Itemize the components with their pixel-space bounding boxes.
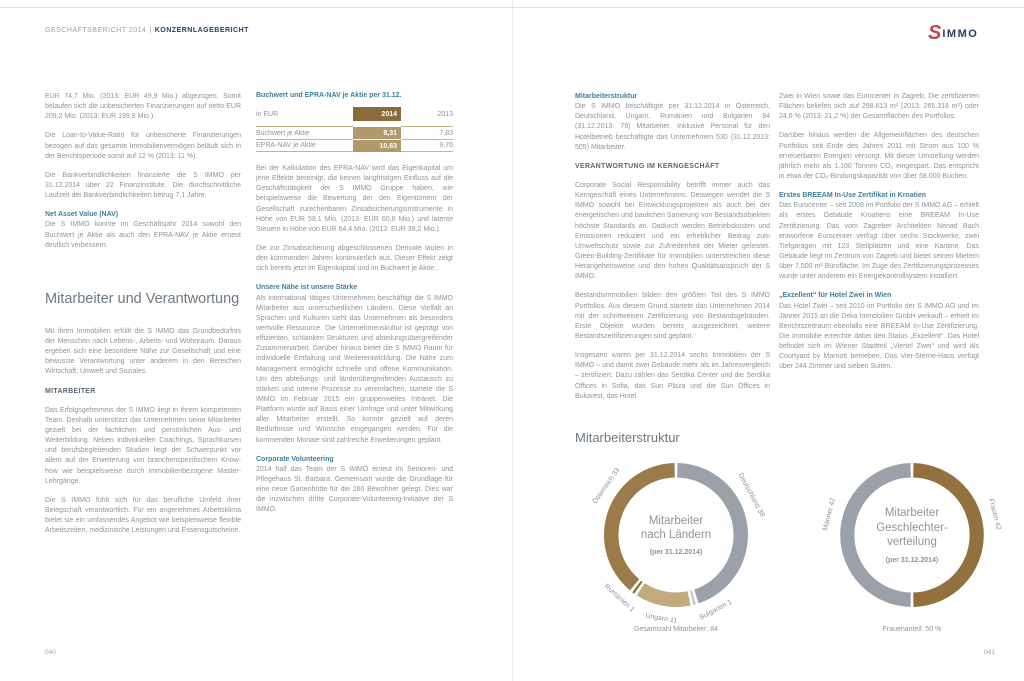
subheading-corporate-volunteering: Corporate Volunteering	[256, 455, 334, 463]
subheading-exzellent-hotel-zwei: „Exzellent“ für Hotel Zwei in Wien	[779, 292, 892, 300]
paragraph: Zwei in Wien sowie das Eurocenter in Zagreb. Die zertifizierten Flächen beliefen sich auf 298.613 m² (2013: 265.318 m²) oder 24,6 % (2013: 21,2 %) der Gesamtflächen des Portfolios.	[779, 93, 979, 121]
left-page-column-1	[45, 92, 241, 545]
subheading-net-asset-value: Net Asset Value (NAV)	[45, 211, 119, 219]
section-title-mitarbeiter-und-verantwortung: Mitarbeiter und Verantwortung	[45, 290, 240, 307]
chart-caption-female-share: Frauenanteil: 50 %	[882, 626, 942, 633]
paragraph: Die S IMMO konnte im Geschäftsjahr 2014 sowohl den Buchwert je Aktie als auch den EPRA-NAV je Aktie erneut deutlich verbessern.	[45, 221, 241, 249]
donut-segment-label: Männer 42	[822, 497, 837, 532]
book-value-table	[256, 107, 453, 152]
paragraph: Bei der Kalkulation des EPRA-NAV wird das Eigenkapital um jene Effekte bereinigt, die keinen langfristigen Einfluss auf die Geschäftstätigkeit der S IMMO Gruppe haben, wie beispielsweise die Bewertung der den Eigentümern der Gesellschaft zurechenbaren Zinsabsicherungsinstrumente in Höhe von EUR 58,1 Mio. (2013: EUR 60,6 Mio.) und latente Steuern in Höhe von EUR 64,4 Mio. (2013: EUR 39,2 Mio.).	[256, 165, 453, 233]
logo-letter-s: S	[928, 22, 942, 44]
paragraph: Die S IMMO fühlt sich für das berufliche Umfeld ihrer Belegschaft verantwortlich. Für ein angenehmes Arbeitsklima bietet sie ein umfassendes Angebot wie beispielsweise flexible Arbeitszeiten, medizinische Leistungen und Essensgutscheine.	[45, 496, 241, 535]
table-value-2014: 8,31	[353, 126, 401, 139]
logo-immo-text: IMMO	[942, 28, 979, 40]
paragraph: Die S IMMO beschäftigte per 31.12.2014 in Österreich, Deutschland, Ungarn, Rumänien und Bulgarien 84 (31.12.2013: 79) Mitarbeiter. Inklusive Personal für den Hotelbetrieb beschäftigte das Unternehmen 530 (31.12.2013: 505) Mitarbeiter.	[575, 103, 770, 151]
donut-chart-countries	[576, 445, 776, 645]
chart-caption-total-employees: Gesamtzahl Mitarbeiter: 84	[633, 626, 719, 633]
donut-chart-gender-svg	[812, 445, 1012, 640]
breadcrumb-section-title: KONZERNLAGEBERICHT	[154, 27, 249, 34]
s-immo-logo	[928, 22, 978, 45]
paragraph: Die zur Zinsabsicherung abgeschlossenen Derivate laufen in den kommenden Jahren kontinuierlich aus. Dieser Effekt zeigt sich bereits jetzt im Eigenkapital und im Buchwert je Aktie.	[256, 244, 453, 273]
breadcrumb-report-title: GESCHÄFTSBERICHT 2014	[45, 27, 147, 34]
donut-segment-Männer	[840, 463, 911, 607]
donut-segment-label: Frauen 42	[987, 498, 1002, 531]
table-row-label: EPRA-NAV je Aktie	[256, 139, 353, 152]
table-row	[256, 126, 453, 139]
donut-segment-Ungarn	[637, 583, 691, 607]
paragraph: Als international tätiges Unternehmen beschäftigt die S IMMO Mitarbeiter aus unterschiedlichen Ländern. Diese Vielfalt an Sprachen und Kulturen sieht das Unternehmen als besonders wertvolle Ressource. Die Unternehmenskultur ist geprägt von effizienten, schlanken Strukturen und abteilungsübergreifender Zusammenarbeit. Darüber hinaus bietet die S IMMO Raum für individuelle Entfaltung und Weiterentwicklung. Die Nähe zum Management ermöglicht schnelle und offene Kommunikation. Um den abteilungs- und länderübergreifenden Austausch zu stärken und interne Prozesse zu vereinfachen, startete die S IMMO im Februar 2015 ein gruppenweites Intranet. Die Plattform wurde auf Basis einer Umfrage und unter Mitwirkung aller Mitarbeiter erstellt. So konnte gezielt auf deren Bedürfnisse und Wünsche eingegangen werden. Für die kommenden Monate sind zahlreiche Erweiterungen geplant.	[256, 294, 453, 444]
donut-segment-Österreich	[604, 463, 675, 590]
subheading-mitarbeiterstruktur: Mitarbeiterstruktur	[575, 93, 638, 100]
right-page-column-2	[779, 92, 979, 382]
paragraph: Die Loan-to-Value-Ratio für unbesicherte Finanzierungen bezogen auf das gesamte Immobilienvermögen beläuft sich in der Berichtsperiode somit auf 12 % (2013: 11 %).	[45, 132, 241, 160]
donut-segment-label: Rumänien 1	[602, 582, 636, 614]
table-value-2013: 7,83	[401, 126, 453, 139]
paragraph: Das Hotel Zwei – seit 2010 im Portfolio der S IMMO AG und im Jänner 2015 an die Deka Immobilien GmbH verkauft – erhielt im Berichtszeitraum ebenfalls eine BREEAM In-Use Zertifizierung. Die Immobilie erreichte dabei den Status „Exzellent“. Das Hotel befindet sich im Wiener Stadtteil „Viertel Zwei“ und wird als Courtyard by Marriott betrieben. Das Vier-Sterne-Haus verfügt über 244 Zimmer und sieben Suiten.	[779, 302, 979, 371]
paragraph: Die Bankverbindlichkeiten finanzierte die S IMMO per 31.12.2014 über 22 Finanzinstitute. Die durchschnittliche Laufzeit der Bankverbindlichkeiten betrug 7,1 Jahre.	[45, 171, 241, 200]
donut-center-title-line: nach Ländern	[640, 529, 712, 541]
paragraph: 2014 half das Team der S IMMO erneut im Senioren- und Pflegehaus St. Barbara. Gemeinsam wurde die Grundlage für eine neue Gartenhütte für die 260 Bewohner gelegt. Dies war die inzwischen dritte Corporate-Volunteering-Initiative der S IMMO.	[256, 465, 453, 514]
donut-center-subtitle: (per 31.12.2014)	[885, 556, 939, 564]
donut-segment-Bulgarien	[690, 590, 696, 605]
paragraph: Bestandsimmobilien bilden den größten Teil des S IMMO Portfolios. Aus diesem Grund startete das Unternehmen 2014 mit der schrittweisen Zertifizierung von Bestandsgebäuden. Erste Objekte wurden bereits ausgezeichnet, weitere Bestandszertifizierungen sind geplant.	[575, 292, 770, 340]
donut-center-subtitle: (per 31.12.2014)	[649, 549, 703, 557]
table-value-2014: 10,63	[353, 139, 401, 152]
paragraph: EUR 74,7 Mio. (2013: EUR 49,9 Mio.) abgezogen. Somit belaufen sich die unbesicherten Finanzierungen auf netto EUR 209,2 Mio. (2013: EUR 199,8 Mio.).	[45, 93, 241, 121]
table-value-2013: 9,76	[401, 139, 453, 152]
donut-center-title-line: Geschlechter-	[876, 521, 948, 534]
charts-section-title: Mitarbeiterstruktur	[575, 430, 680, 445]
donut-center-title-line: Mitarbeiter	[648, 514, 704, 527]
table-unit-label: in EUR	[256, 110, 279, 118]
donut-chart-countries-svg	[576, 445, 776, 640]
table-column-2013: 2013	[437, 110, 453, 118]
donut-segment-Deutschland	[677, 463, 748, 603]
table-row	[256, 139, 453, 152]
page-fold-divider	[512, 0, 513, 681]
breadcrumb	[45, 27, 249, 34]
page-number-right: 041	[984, 649, 995, 656]
donut-segment-Frauen	[913, 463, 984, 607]
breadcrumb-separator: |	[149, 27, 152, 34]
left-page-column-2	[256, 92, 453, 525]
donut-segment-label: Bulgarien 1	[698, 598, 734, 622]
subheading-breeam-kroatien: Erstes BREEAM In-Use Zertifikat in Kroatien	[779, 192, 927, 200]
donut-center-title-line: Mitarbeiter	[884, 507, 940, 520]
paragraph: Das Erfolgsgeheimnis der S IMMO liegt in ihrem kompetenten Team. Deshalb unterstützt das Unternehmen seine Mitarbeiter gezielt bei der fachlichen und persönlichen Aus- und Weiterbildung. Neben individuellen Coachings, Sprachkursen und berufsbegleitenden Studien liegt der Schwerpunkt vor allem auf der Erweiterung von branchenspezifischem Know-how wie beispielsweise durch immobilienbezogene Master-Lehrgänge.	[45, 406, 241, 485]
table-row-label: Buchwert je Aktie	[256, 126, 353, 139]
subheading-unsere-naehe: Unsere Nähe ist unsere Stärke	[256, 284, 358, 292]
donut-segment-label: Ungarn 11	[644, 612, 678, 625]
table-column-2014: 2014	[353, 107, 401, 121]
paragraph: Darüber hinaus werden die Allgemeinflächen des deutschen Portfolios seit Ende des Jahres 2011 mit Strom aus 100 % erneuerbaren Energien versorgt. Mit dieser Umstellung werden jährlich mehr als 1.100 Tonnen CO₂ eingespart. Das entspricht in etwa der CO₂-Bindungskapazität von über 58.000 Buchen.	[779, 132, 979, 180]
subheading-mitarbeiter: MITARBEITER	[45, 387, 96, 395]
table-title: Buchwert und EPRA-NAV je Aktie per 31.12.	[256, 92, 402, 99]
table-header-row	[256, 107, 453, 121]
paragraph: Insgesamt waren per 31.12.2014 sechs Immobilien der S IMMO – und damit zwei Gebäude mehr als im Jahresvergleich – zertifiziert. Dazu zählen das Serdika Center und die Serdika Offices in Sofia, das Sun Plaza und die Sun Offices in Bukarest, das Hotel	[575, 352, 770, 400]
donut-center-title-line: verteilung	[887, 536, 937, 549]
right-page-column-1	[575, 92, 770, 411]
paragraph: Corporate Social Responsibility betrifft immer auch das Kerngeschäft eines Unternehmens. Deswegen wendet die S IMMO sowohl bei Entwicklungsprojekten als auch bei der energetischen und baulichen Sanierung von Bestandsobjekten höchste Standards an. Dadurch werden Betriebskosten und Emissionen reduziert und ein erheblicher Beitrag zum Umweltschutz sowie zur Zufriedenheit der Mieter geleistet. Green-Building-Zertifikate für Immobilien unterstreichen diese Herangehensweise und den hohen Qualitätsanspruch der S IMMO.	[575, 181, 770, 281]
donut-chart-gender	[812, 445, 1012, 645]
paragraph: Das Eurocenter – seit 2008 im Portfolio der S IMMO AG – erhielt als erstes Gebäude Kroatiens eine BREEAM In-Use Zertifizierung. Das vom Zagreber Architekten Nenad Bach entworfene Eurocenter verfügt über sechs Stockwerke, zwei Tiefgaragen mit 123 Stellplätzen und eine Kantine. Das Gebäude liegt im Zentrum von Zagreb und bietet seinen Mietern über 7.500 m² Bürofläche. Im Zuge des Zertifizierungsprozesses wurde unter anderem ein Energiekontrollsystem installiert.	[779, 202, 979, 281]
subheading-verantwortung-im-kerngeschaeft: VERANTWORTUNG IM KERNGESCHÄFT	[575, 162, 720, 170]
donut-segment-label: Österreich 33	[591, 466, 622, 506]
paragraph: Mit ihren Immobilien erfüllt die S IMMO das Grundbedürfnis der Menschen nach Lebens-, Arbeits- und Wohnraum. Daraus ergeben sich eine besondere Nähe zur Gesellschaft und eine bewusste Verantwortung unter anderem in den Bereichen Wirtschaft, Umwelt und Soziales.	[45, 327, 241, 376]
page-number-left: 040	[45, 649, 56, 656]
donut-segment-label: Deutschland 38	[736, 471, 766, 519]
